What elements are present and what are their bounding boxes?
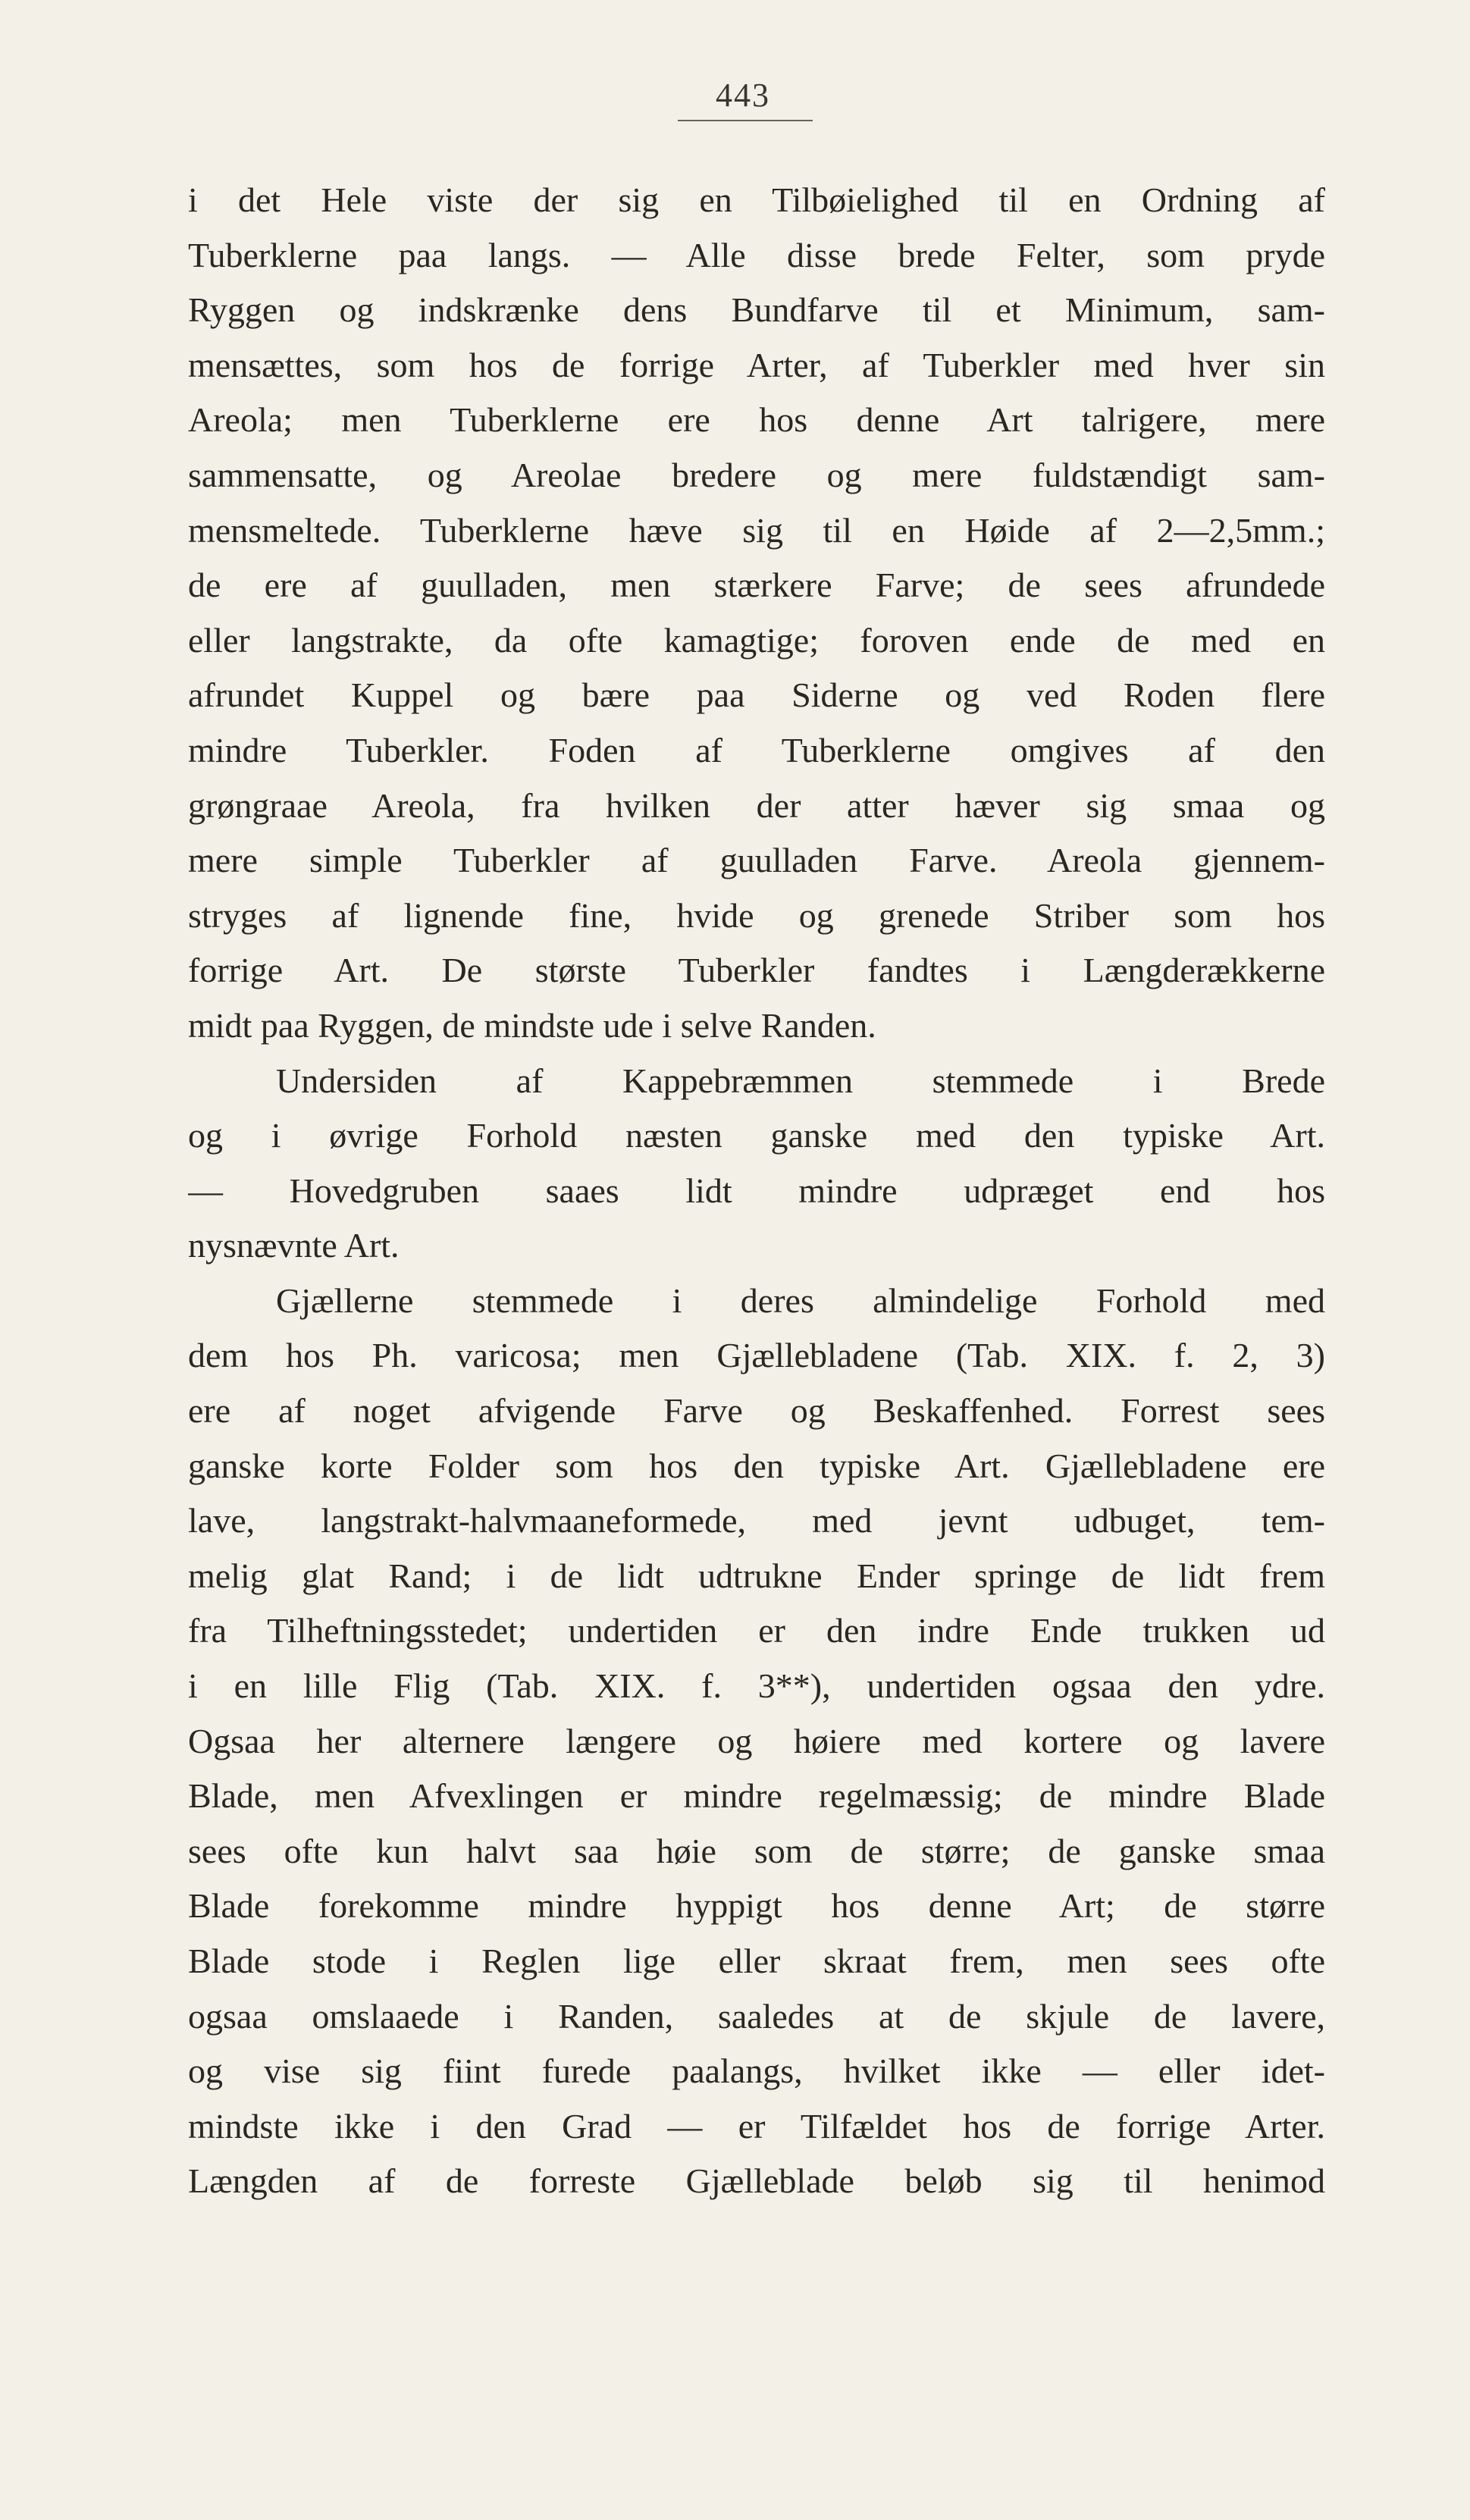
text-line: Ogsaa her alternere længere og høiere med kortere og lavere bbox=[188, 1721, 1325, 1760]
text-line: dem hos Ph. varicosa; men Gjællebladene (Tab. XIX. f. 2, 3) bbox=[188, 1336, 1325, 1375]
text-line: — Hovedgruben saaes lidt mindre udpræget end hos bbox=[188, 1171, 1325, 1210]
text-line: midt paa Ryggen, de mindste ude i selve Randen. bbox=[188, 1005, 876, 1045]
text-line: grøngraae Areola, fra hvilken der atter hæver sig smaa og bbox=[188, 785, 1325, 825]
text-line: lave, langstrakt-halvmaaneformede, med jevnt udbuget, tem- bbox=[188, 1501, 1325, 1541]
text-line: forrige Art. De største Tuberkler fandtes i Længderækkerne bbox=[188, 951, 1325, 990]
text-line: de ere af guulladen, men stærkere Farve; de sees afrundede bbox=[188, 566, 1325, 605]
text-line: og i øvrige Forhold næsten ganske med den typiske Art. bbox=[188, 1116, 1325, 1155]
body-text bbox=[188, 173, 1325, 2209]
text-line: Ryggen og indskrænke dens Bundfarve til et Minimum, sam- bbox=[188, 290, 1325, 330]
text-line: Gjællerne stemmede i deres almindelige Forhold med bbox=[276, 1280, 1325, 1320]
text-line: mensmeltede. Tuberklerne hæve sig til en Høide af 2—2,5mm.; bbox=[188, 510, 1325, 550]
text-line: sees ofte kun halvt saa høie som de større; de ganske smaa bbox=[188, 1831, 1325, 1870]
text-line: stryges af lignende fine, hvide og grenede Striber som hos bbox=[188, 895, 1325, 935]
text-line: Tuberklerne paa langs. — Alle disse brede Felter, som pryde bbox=[188, 235, 1325, 274]
text-line: ogsaa omslaaede i Randen, saaledes at de skjule de lavere, bbox=[188, 1996, 1325, 2036]
text-line: eller langstrakte, da ofte kamagtige; foroven ende de med en bbox=[188, 620, 1325, 660]
text-line: Længden af de forreste Gjælleblade beløb sig til henimod bbox=[188, 2161, 1325, 2201]
text-line: melig glat Rand; i de lidt udtrukne Ender springe de lidt frem bbox=[188, 1556, 1325, 1595]
text-line: sammensatte, og Areolae bredere og mere fuldstændigt sam- bbox=[188, 455, 1325, 494]
text-line: ganske korte Folder som hos den typiske Art. Gjællebladene ere bbox=[188, 1446, 1325, 1485]
text-line: i en lille Flig (Tab. XIX. f. 3**), undertiden ogsaa den ydre. bbox=[188, 1666, 1325, 1706]
text-line: ere af noget afvigende Farve og Beskaffenhed. Forrest sees bbox=[188, 1391, 1325, 1431]
text-line: og vise sig fiint furede paalangs, hvilket ikke — eller idet- bbox=[188, 2051, 1325, 2091]
text-line: nysnævnte Art. bbox=[188, 1226, 400, 1265]
text-line: fra Tilheftningsstedet; undertiden er den indre Ende trukken ud bbox=[188, 1611, 1325, 1650]
text-line: mindre Tuberkler. Foden af Tuberklerne omgives af den bbox=[188, 730, 1325, 769]
text-line: Blade stode i Reglen lige eller skraat frem, men sees ofte bbox=[188, 1942, 1325, 1980]
text-line: mensættes, som hos de forrige Arter, af Tuberkler med hver sin bbox=[188, 345, 1325, 384]
text-line: Undersiden af Kappebræmmen stemmede i Brede bbox=[276, 1061, 1325, 1100]
text-line: mere simple Tuberkler af guulladen Farve. Areola gjennem- bbox=[188, 841, 1325, 880]
page-number-underline bbox=[678, 120, 813, 121]
text-line: Blade forekomme mindre hyppigt hos denne Art; de større bbox=[188, 1886, 1325, 1926]
text-line: afrundet Kuppel og bære paa Siderne og ved Roden flere bbox=[188, 675, 1325, 715]
page-number: 443 bbox=[716, 77, 770, 114]
text-line: i det Hele viste der sig en Tilbøielighed til en Ordning af bbox=[188, 180, 1325, 219]
text-line: Areola; men Tuberklerne ere hos denne Art talrigere, mere bbox=[188, 400, 1325, 440]
text-line: mindste ikke i den Grad — er Tilfældet hos de forrige Arter. bbox=[188, 2106, 1325, 2145]
text-line: Blade, men Afvexlingen er mindre regelmæssig; de mindre Blade bbox=[188, 1776, 1325, 1816]
